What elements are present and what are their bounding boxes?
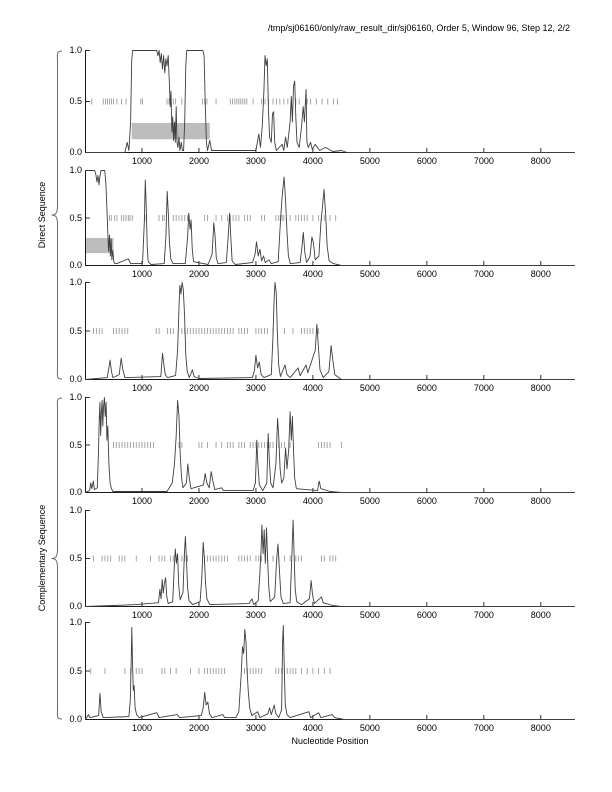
x-tick-label: 3000 [245,496,266,506]
x-tick-label: 1000 [131,156,152,166]
x-tick-label: 4000 [302,269,323,279]
group-label-direct: Direct Sequence [37,181,47,249]
x-axis-title: Nucleotide Position [291,736,369,746]
y-tick-label: 0.5 [69,439,82,450]
y-tick-label: 1.0 [69,392,82,402]
y-tick-label: 0.5 [69,665,82,676]
x-tick-label: 6000 [416,383,437,393]
x-tick-label: 1000 [131,610,152,620]
x-tick-label: 2000 [188,496,209,506]
x-tick-label: 4000 [302,723,323,733]
plot-title: /tmp/sj06160/only/raw_result_dir/sj06160, Order 5, Window 96, Step 12, 2/2 [267,23,570,33]
y-tick-label: 0.0 [69,374,82,384]
shaded-region [132,123,210,139]
x-tick-label: 8000 [530,496,551,506]
x-tick-label: 8000 [530,269,551,279]
x-tick-label: 5000 [359,156,380,166]
x-tick-label: 8000 [530,610,551,620]
y-tick-label: 0.0 [69,147,82,157]
subplot-complementary-frame-3 [85,622,575,720]
x-tick-label: 4000 [302,496,323,506]
y-tick-label: 0.5 [69,325,82,336]
x-tick-label: 1000 [131,496,152,506]
x-tick-label: 6000 [416,156,437,166]
x-tick-label: 7000 [473,496,494,506]
x-tick-label: 4000 [302,156,323,166]
x-tick-label: 1000 [131,269,152,279]
x-tick-label: 1000 [131,723,152,733]
x-tick-label: 8000 [530,156,551,166]
x-tick-label: 3000 [245,269,266,279]
subplot-complementary-frame-2 [85,510,575,607]
x-tick-label: 7000 [473,723,494,733]
trace-direct-frame-3 [85,283,575,380]
x-tick-label: 3000 [245,156,266,166]
group-label-complementary: Complementary Sequence [37,504,47,612]
y-tick-label: 1.0 [69,277,82,287]
x-tick-label: 4000 [302,610,323,620]
y-tick-label: 0.0 [69,260,82,270]
x-tick-label: 6000 [416,269,437,279]
subplot-direct-frame-1 [85,50,575,153]
y-tick-label: 0.0 [69,487,82,497]
x-tick-label: 4000 [302,383,323,393]
x-tick-label: 7000 [473,269,494,279]
y-tick-label: 0.0 [69,714,82,724]
x-tick-label: 5000 [359,610,380,620]
x-tick-label: 2000 [188,156,209,166]
y-tick-label: 1.0 [69,505,82,515]
x-tick-label: 3000 [245,610,266,620]
x-tick-label: 8000 [530,723,551,733]
x-tick-label: 2000 [188,610,209,620]
x-tick-label: 5000 [359,269,380,279]
subplot-direct-frame-3 [85,282,575,380]
x-tick-label: 6000 [416,723,437,733]
y-tick-label: 0.5 [69,96,82,106]
y-tick-label: 1.0 [69,617,82,627]
x-tick-label: 7000 [473,383,494,393]
x-tick-label: 7000 [473,156,494,166]
x-tick-label: 3000 [245,383,266,393]
x-tick-label: 5000 [359,496,380,506]
subplot-direct-frame-2 [85,170,575,266]
y-tick-label: 0.0 [69,601,82,611]
x-tick-label: 1000 [131,383,152,393]
y-tick-label: 1.0 [69,165,82,175]
y-tick-label: 0.5 [69,553,82,563]
x-tick-label: 2000 [188,723,209,733]
x-tick-label: 3000 [245,723,266,733]
x-tick-label: 5000 [359,723,380,733]
x-tick-label: 6000 [416,610,437,620]
trace-complementary-frame-2 [85,520,575,606]
x-tick-label: 8000 [530,383,551,393]
y-tick-label: 0.5 [69,212,82,223]
x-tick-label: 7000 [473,610,494,620]
x-tick-label: 6000 [416,496,437,506]
x-tick-label: 2000 [188,383,209,393]
x-tick-label: 5000 [359,383,380,393]
x-tick-label: 2000 [188,269,209,279]
y-tick-label: 1.0 [69,45,82,55]
subplot-complementary-frame-1 [85,397,575,493]
